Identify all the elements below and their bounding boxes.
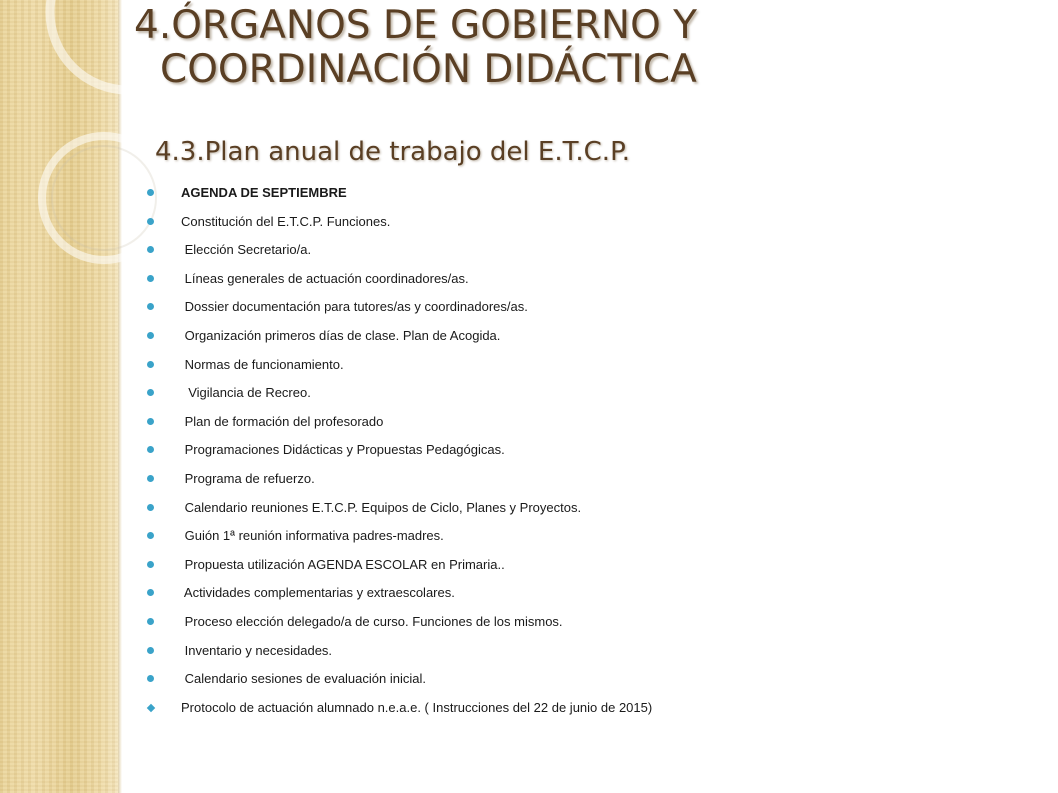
agenda-heading: AGENDA DE SEPTIEMBRE: [181, 185, 347, 200]
list-item: [147, 665, 1047, 694]
list-item: [147, 293, 1047, 322]
list-item-text: Líneas generales de actuación coordinadores/as.: [181, 270, 469, 286]
bullet-icon: [147, 561, 154, 568]
list-item-text: Normas de funcionamiento.: [181, 356, 344, 372]
list-item-text: Programaciones Didácticas y Propuestas Pedagógicas.: [181, 442, 505, 458]
agenda-list: [147, 179, 1047, 722]
bullet-icon: [147, 218, 154, 225]
list-item-text: Propuesta utilización AGENDA ESCOLAR en Primaria..: [181, 556, 505, 572]
bullet-icon: [147, 589, 154, 596]
list-item-text: Proceso elección delegado/a de curso. Funciones de los mismos.: [181, 613, 563, 629]
bullet-icon: [147, 361, 154, 368]
title-line-1: 4.ÓRGANOS DE GOBIERNO Y: [134, 3, 698, 48]
list-item: [147, 494, 1047, 523]
list-item: [147, 608, 1047, 637]
list-item-text: Inventario y necesidades.: [181, 642, 333, 658]
bullet-icon: [147, 618, 154, 625]
bullet-icon: [147, 504, 154, 511]
bullet-icon: [147, 703, 155, 711]
list-item-text: Plan de formación del profesorado: [181, 413, 384, 429]
bullet-icon: [147, 389, 154, 396]
bullet-icon: [147, 446, 154, 453]
list-item: [147, 265, 1047, 294]
list-item: [147, 322, 1047, 351]
list-item-text: Guión 1ª reunión informativa padres-madres.: [181, 528, 444, 544]
page-title: [134, 4, 1044, 92]
bullet-icon: [147, 532, 154, 539]
list-item-text: Calendario sesiones de evaluación inicial.: [181, 671, 426, 687]
list-item: [147, 436, 1047, 465]
bullet-icon: [147, 647, 154, 654]
bullet-icon: [147, 332, 154, 339]
list-item-text: Organización primeros días de clase. Plan de Acogida.: [181, 327, 501, 343]
list-item: [147, 379, 1047, 408]
bullet-icon: [147, 303, 154, 310]
list-item: [147, 351, 1047, 380]
list-item: [147, 551, 1047, 580]
bullet-icon: [147, 275, 154, 282]
bullet-icon: [147, 189, 154, 196]
list-item-text: Elección Secretario/a.: [181, 242, 312, 258]
list-item: [147, 694, 1047, 723]
bullet-icon: [147, 675, 154, 682]
list-item: [147, 208, 1047, 237]
page-subtitle: 4.3.Plan anual de trabajo del E.T.C.P.: [155, 137, 630, 167]
title-line-2: COORDINACIÓN DIDÁCTICA: [160, 47, 697, 92]
list-item-text: Calendario reuniones E.T.C.P. Equipos de Ciclo, Planes y Proyectos.: [181, 499, 582, 515]
list-item: [147, 408, 1047, 437]
list-item: [147, 579, 1047, 608]
list-item: [147, 236, 1047, 265]
list-item: [147, 637, 1047, 666]
list-item-text: Programa de refuerzo.: [181, 470, 315, 486]
list-item-text: Protocolo de actuación alumnado n.e.a.e. ( Instrucciones del 22 de junio de 2015): [181, 699, 653, 715]
list-item: [147, 179, 1047, 208]
bullet-icon: [147, 246, 154, 253]
list-item-text: Actividades complementarias y extraescolares.: [181, 585, 455, 601]
list-item: [147, 465, 1047, 494]
bullet-icon: [147, 475, 154, 482]
list-item-text: Dossier documentación para tutores/as y coordinadores/as.: [181, 299, 528, 315]
list-item: [147, 522, 1047, 551]
list-item-text: Constitución del E.T.C.P. Funciones.: [181, 213, 391, 229]
bullet-icon: [147, 418, 154, 425]
list-item-text: Vigilancia de Recreo.: [181, 385, 311, 401]
